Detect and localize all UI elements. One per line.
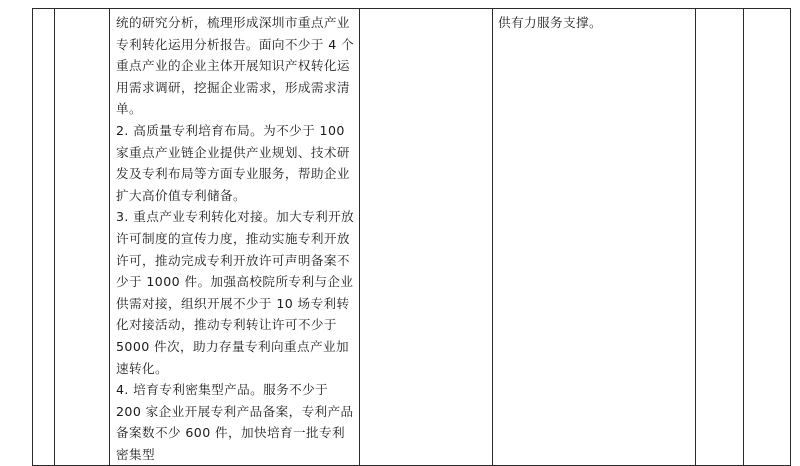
empty-cell bbox=[744, 9, 791, 466]
requirements-table bbox=[32, 8, 791, 466]
content-paragraph: 2. 高质量专利培育布局。为不少于 100 家重点产业链企业提供产业规划、技术研发及专利布局等方面专业服务，帮助企业扩大高价值专利储备。 bbox=[116, 122, 350, 203]
category-cell bbox=[55, 9, 110, 466]
content-paragraph: 4. 培育专利密集型产品。服务不少于 200 家企业开展专利产品备案，专利产品备案数不少 600 件，加快培育一批专利密集型 bbox=[116, 382, 354, 462]
support-cell bbox=[493, 9, 696, 466]
table-row bbox=[33, 9, 791, 466]
content-text bbox=[110, 9, 359, 465]
empty-cell bbox=[696, 9, 744, 466]
index-cell bbox=[33, 9, 55, 466]
support-text: 供有力服务支撑。 bbox=[498, 15, 602, 30]
empty-cell bbox=[360, 9, 493, 466]
content-cell bbox=[110, 9, 360, 466]
content-paragraph: 统的研究分析，梳理形成深圳市重点产业专利转化运用分析报告。面向不少于 4 个重点产业的企业主体开展知识产权转化运用需求调研，挖掘企业需求，形成需求清单。 bbox=[116, 15, 355, 117]
content-paragraph: 3. 重点产业专利转化对接。加大专利开放许可制度的宣传力度，推动实施专利开放许可，推动完成专利开放许可声明备案不少于 1000 件。加强高校院所专利与企业供需对接，组织开展不少于 10 场专利转化对接活动，推动专利转让许可不少于 5000 件次，助力存量专利向重点产业加速转化。 bbox=[116, 209, 355, 376]
